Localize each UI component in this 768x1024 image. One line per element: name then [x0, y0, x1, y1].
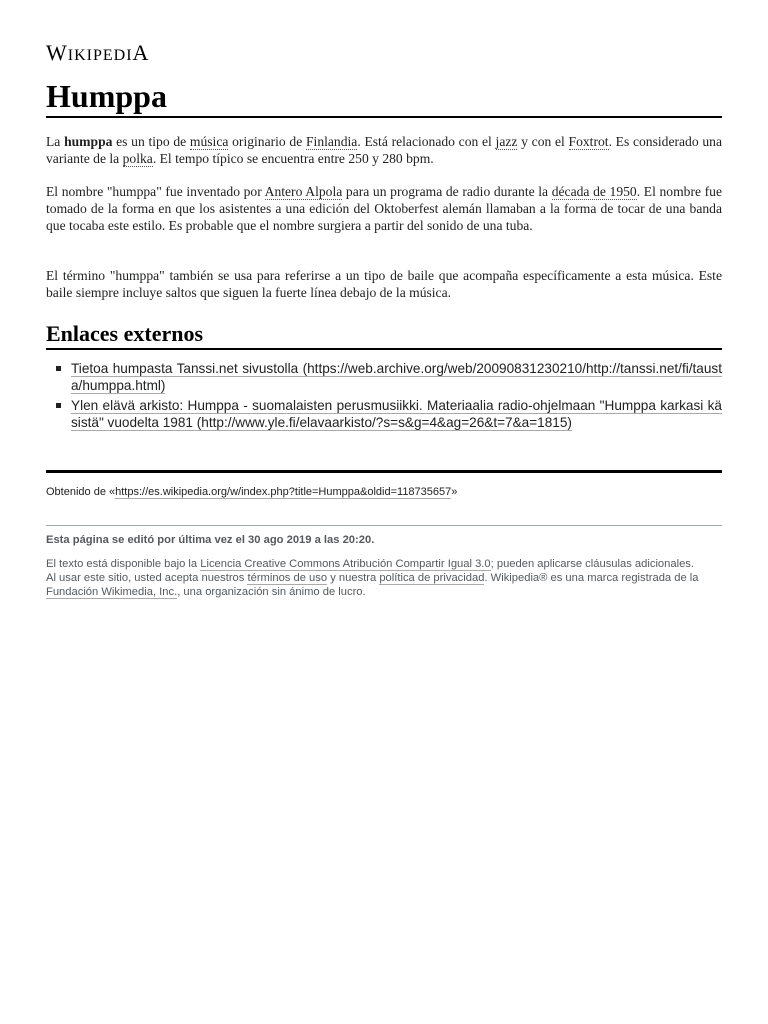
link-decada-1950[interactable]: década de 1950 [551, 184, 637, 199]
link-license-cc[interactable]: Licencia Creative Commons Atribución Compartir Igual 3.0 [200, 558, 491, 570]
link-foxtrot[interactable]: Foxtrot [568, 134, 609, 149]
permanent-link[interactable]: https://es.wikipedia.org/w/index.php?title=Humppa&oldid=118735657 [115, 486, 452, 498]
paragraph-dance: El término "humppa" también se usa para referirse a un tipo de baile que acompaña específicamente a esta música. Este baile siempre incluye saltos que siguen la fuerte línea debajo de la música. [46, 268, 722, 300]
text-segment: El texto está disponible bajo la [46, 558, 201, 570]
section-divider [46, 348, 722, 350]
license-notice [46, 557, 706, 599]
text-segment: y nuestra [327, 572, 380, 584]
list-item [46, 397, 722, 431]
link-privacy-policy[interactable]: política de privacidad [379, 572, 485, 584]
text-segment: originario de [228, 134, 306, 149]
link-jazz[interactable]: jazz [495, 134, 518, 149]
wordmark-first-letter: W [46, 40, 68, 65]
text-segment: y con el [517, 134, 569, 149]
bold-term: humppa [64, 134, 113, 149]
link-terms-of-use[interactable]: términos de uso [247, 572, 328, 584]
wordmark-last-letter: A [132, 40, 150, 65]
paragraph-name-origin [46, 183, 722, 234]
footer-divider [46, 525, 722, 526]
text-segment: es un tipo de [112, 134, 190, 149]
text-segment: » [451, 486, 458, 498]
text-segment: , una organización sin ánimo de lucro. [177, 586, 366, 598]
retrieved-from [46, 484, 722, 500]
list-item [46, 360, 722, 394]
bullet-icon [56, 403, 61, 408]
text-segment: . Está relacionado con el [357, 134, 496, 149]
text-segment: La [46, 134, 65, 149]
link-wikimedia-foundation[interactable]: Fundación Wikimedia, Inc. [46, 586, 178, 598]
link-musica[interactable]: música [189, 134, 229, 149]
wikipedia-wordmark[interactable] [46, 40, 149, 66]
text-segment: . Wikipedia® es una marca registrada de la [484, 572, 699, 584]
wordmark-middle: IKIPEDI [67, 47, 133, 64]
external-links-list [46, 360, 722, 434]
content-end-divider [46, 470, 722, 473]
paragraph-intro [46, 133, 722, 167]
text-segment: Obtenido de « [46, 486, 116, 498]
page-title: Humppa [46, 78, 167, 114]
bullet-icon [56, 366, 61, 371]
text-segment: El nombre "humppa" fue inventado por [46, 184, 265, 199]
last-edited-notice: Esta página se editó por última vez el 30 ago 2019 a las 20:20. [46, 534, 375, 546]
text-segment: ; pueden aplicarse cláusulas adicionales. Al usar este sitio, usted acepta nuestros [46, 558, 695, 584]
text-segment: . Es considerado una variante de la [46, 134, 722, 166]
link-polka[interactable]: polka [122, 151, 153, 166]
text-segment: para un programa de radio durante la [342, 184, 552, 199]
text-segment: . El tempo típico se encuentra entre 250 y 280 bpm. [152, 151, 434, 166]
section-heading-external-links: Enlaces externos [46, 321, 204, 346]
text-segment: . El nombre fue tomado de la forma en que los asistentes a una edición del Oktoberfest alemán llamaban a la forma de tocar de una banda que tocaba este estilo. Es probable que el nombre surgiera a partir del sonido de una tuba. [46, 184, 722, 233]
link-finlandia[interactable]: Finlandia [305, 134, 358, 149]
title-divider [46, 116, 722, 118]
external-link-tanssi[interactable]: Tietoa humpasta Tanssi.net sivustolla (https://web.archive.org/web/20090831230210/http://tanssi.net/fi/tausta/humppa.html) [71, 361, 722, 393]
external-link-yle[interactable]: Ylen elävä arkisto: Humppa - suomalaisten perusmusiikki. Materiaalia radio-ohjelmaan "Humppa karkasi käsistä" vuodelta 1981 (http://www.yle.fi/elavaarkisto/?s=s&g=4&ag=26&t=7&a=1815) [71, 398, 722, 430]
link-antero-alpola[interactable]: Antero Alpola [264, 184, 343, 199]
